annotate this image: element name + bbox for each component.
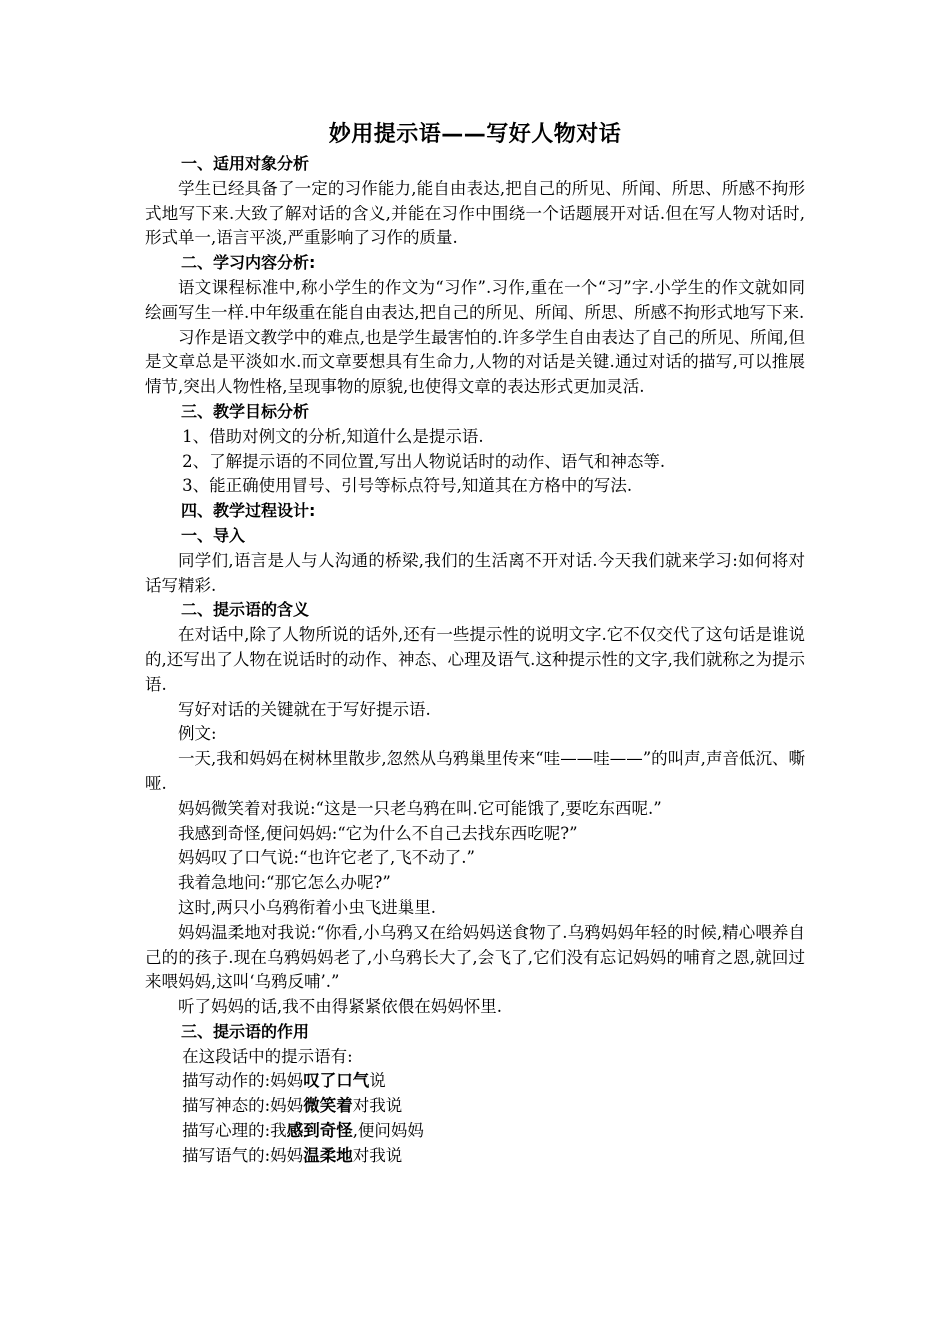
step-heading-intro: 一、导入 bbox=[181, 525, 246, 545]
item-emphasis: 微笑着 bbox=[303, 1096, 353, 1116]
intro-paragraph: 同学们,语言是人与人沟通的桥梁,我们的生活离不开对话.今天我们就来学习:如何将对话写精彩. bbox=[145, 550, 805, 595]
function-item-expression bbox=[145, 1094, 805, 1119]
item-prefix: 描写心理的:我 bbox=[182, 1121, 287, 1141]
section-heading-3: 三、教学目标分析 bbox=[181, 401, 310, 421]
item-emphasis: 叹了口气 bbox=[303, 1071, 370, 1091]
example-paragraph: 妈妈微笑着对我说:“这是一只老乌鸦在叫.它可能饿了,要吃东西呢.” bbox=[178, 798, 662, 818]
objective-item: 3、能正确使用冒号、引号等标点符号,知道其在方格中的写法. bbox=[182, 476, 633, 496]
example-paragraph: 妈妈叹了口气说:“也许它老了,飞不动了.” bbox=[178, 848, 475, 868]
section-2-paragraph-2: 习作是语文教学中的难点,也是学生最害怕的.许多学生自由表达了自己的所见、所闻,但是文章总是平淡如水.而文章要想具有生命力,人物的对话是关键.通过对话的描写,可以推展情节,突出人物性格,呈现事物的原貌,也使得文章的表达形式更加灵活. bbox=[145, 327, 805, 397]
document-title: 妙用提示语——写好人物对话 bbox=[328, 122, 622, 147]
function-intro: 在这段话中的提示语有: bbox=[182, 1046, 353, 1066]
function-item-tone bbox=[145, 1144, 805, 1169]
item-suffix: 对我说 bbox=[352, 1096, 403, 1116]
item-emphasis: 感到奇怪 bbox=[286, 1121, 353, 1141]
example-paragraph: 这时,两只小乌鸦衔着小虫飞进巢里. bbox=[178, 897, 436, 917]
example-paragraph: 我着急地问:“那它怎么办呢?” bbox=[178, 873, 391, 893]
step-heading-function: 三、提示语的作用 bbox=[181, 1021, 310, 1041]
item-suffix: 对我说 bbox=[352, 1145, 403, 1165]
section-1-paragraph: 学生已经具备了一定的习作能力,能自由表达,把自己的所见、所闻、所思、所感不拘形式地写下来.大致了解对话的含义,并能在习作中围绕一个话题展开对话.但在写人物对话时,形式单一,语言平淡,严重影响了习作的质量. bbox=[145, 178, 805, 248]
step-heading-meaning: 二、提示语的含义 bbox=[181, 600, 310, 620]
section-2-paragraph-1: 语文课程标准中,称小学生的作文为“习作”.习作,重在一个“习”字.小学生的作文就如同绘画写生一样.中年级重在能自由表达,把自己的所见、所闻、所思、所感不拘形式地写下来. bbox=[145, 277, 805, 322]
example-paragraph: 听了妈妈的话,我不由得紧紧依偎在妈妈怀里. bbox=[178, 997, 502, 1017]
item-prefix: 描写神态的:妈妈 bbox=[182, 1096, 304, 1116]
item-suffix: 说 bbox=[369, 1071, 386, 1091]
item-emphasis: 温柔地 bbox=[303, 1145, 353, 1165]
section-heading-2: 二、学习内容分析: bbox=[181, 253, 316, 273]
item-prefix: 描写动作的:妈妈 bbox=[182, 1071, 304, 1091]
example-paragraph: 妈妈温柔地对我说:“你看,小乌鸦又在给妈妈送食物了.乌鸦妈妈年轻的时候,精心喂养自己的的孩子.现在乌鸦妈妈老了,小乌鸦长大了,会飞了,它们没有忘记妈妈的哺育之恩,就回过来喂妈妈,这叫‘乌鸦反哺’.” bbox=[145, 922, 805, 992]
objective-item: 2、了解提示语的不同位置,写出人物说话时的动作、语气和神态等. bbox=[182, 451, 666, 471]
example-label: 例文: bbox=[178, 724, 217, 744]
document-page bbox=[145, 118, 805, 1169]
meaning-paragraph-1: 在对话中,除了人物所说的话外,还有一些提示性的说明文字.它不仅交代了这句话是谁说的,还写出了人物在说话时的动作、神态、心理及语气.这种提示性的文字,我们就称之为提示语. bbox=[145, 625, 805, 694]
example-paragraph: 一天,我和妈妈在树林里散步,忽然从乌鸦巢里传来“哇——哇——”的叫声,声音低沉、嘶哑. bbox=[145, 749, 805, 793]
function-item-mind bbox=[145, 1119, 805, 1144]
example-paragraph: 我感到奇怪,便问妈妈:“它为什么不自己去找东西吃呢?” bbox=[178, 823, 578, 843]
meaning-paragraph-2: 写好对话的关键就在于写好提示语. bbox=[178, 699, 431, 719]
item-suffix: ,便问妈妈 bbox=[352, 1121, 424, 1141]
function-item-action bbox=[145, 1069, 805, 1094]
section-heading-1: 一、适用对象分析 bbox=[181, 154, 310, 173]
objective-item: 1、借助对例文的分析,知道什么是提示语. bbox=[182, 426, 484, 446]
item-prefix: 描写语气的:妈妈 bbox=[182, 1145, 304, 1165]
section-heading-4: 四、教学过程设计: bbox=[181, 501, 316, 521]
